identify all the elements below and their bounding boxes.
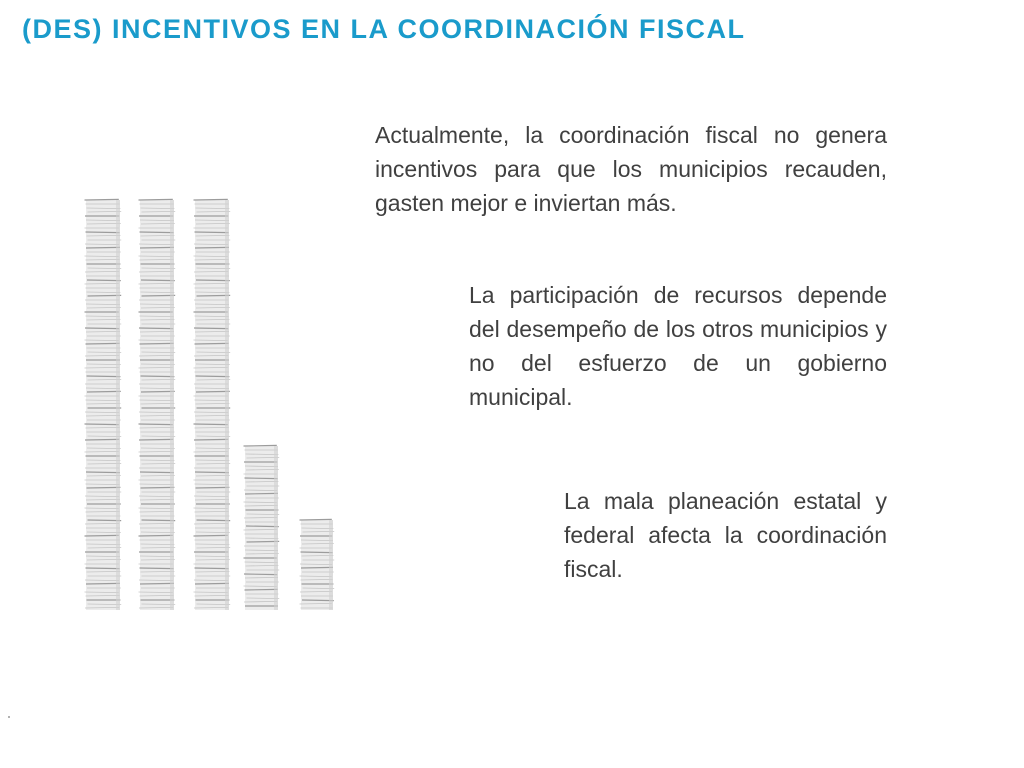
paper-sheet	[300, 519, 332, 520]
paper-sheet	[85, 439, 119, 440]
paper-sheet	[245, 589, 278, 590]
paragraph-planeacion: La mala planeación estatal y federal afecta la coordinación fiscal.	[564, 488, 887, 582]
paper-sheet	[87, 280, 121, 281]
paragraph-participacion: La participación de recursos depende del desempeño de los otros municipios y no del esfuerzo de un gobierno municipal.	[469, 282, 887, 410]
stack-body	[195, 200, 229, 610]
paper-stack-3	[194, 199, 231, 610]
paper-sheet	[85, 199, 119, 200]
paper-sheet	[86, 232, 120, 233]
paper-sheet	[196, 280, 230, 281]
paper-sheet	[141, 391, 175, 392]
paper-sheet	[141, 487, 175, 488]
paper-sheet	[86, 247, 120, 248]
paper-stack-2	[139, 199, 176, 610]
paper-sheet	[87, 376, 121, 377]
paper-sheet	[86, 568, 120, 569]
paper-sheet	[141, 280, 175, 281]
paper-sheet	[86, 583, 120, 584]
paper-sheet	[139, 199, 173, 200]
paper-stack-5	[300, 519, 335, 610]
paper-sheet	[195, 232, 229, 233]
footer-dot	[8, 716, 10, 718]
paper-sheet	[85, 328, 119, 329]
stack-body	[140, 200, 174, 610]
paper-sheet	[139, 535, 173, 536]
paper-sheet	[86, 343, 120, 344]
paper-sheet	[244, 445, 277, 446]
stack-shadow	[116, 200, 120, 610]
paper-sheet	[140, 472, 174, 473]
slide-title: (DES) INCENTIVOS EN LA COORDINACIÓN FISCAL	[22, 14, 746, 44]
paper-sheet	[244, 574, 277, 575]
paper-sheet	[139, 424, 173, 425]
paper-sheet	[196, 391, 230, 392]
paper-sheet	[196, 376, 230, 377]
paper-stacks-illustration	[76, 186, 356, 616]
paper-sheet	[140, 343, 174, 344]
paper-sheet	[87, 391, 121, 392]
stack-body	[301, 520, 333, 610]
paper-sheet	[195, 583, 229, 584]
stack-body	[245, 446, 278, 610]
paper-sheet	[194, 535, 228, 536]
paper-sheet	[140, 568, 174, 569]
paper-sheet	[140, 232, 174, 233]
paragraph-incentivos: Actualmente, la coordinación fiscal no genera incentivos para que los municipios recauden, gasten mejor e inviertan más.	[375, 122, 887, 216]
paper-sheet	[87, 487, 121, 488]
paper-sheet	[194, 439, 228, 440]
paper-sheet	[141, 376, 175, 377]
paper-sheet	[301, 567, 333, 568]
paper-sheet	[195, 343, 229, 344]
paper-sheet	[195, 472, 229, 473]
paper-sheet	[194, 199, 228, 200]
stack-shadow	[170, 200, 174, 610]
paper-sheet	[86, 472, 120, 473]
stack-shadow	[329, 520, 333, 610]
paper-sheet	[246, 526, 279, 527]
paper-sheet	[196, 487, 230, 488]
paper-sheet	[139, 439, 173, 440]
paper-sheet	[195, 568, 229, 569]
paper-stack-4	[244, 445, 280, 610]
paper-sheet	[85, 535, 119, 536]
paper-sheet	[195, 247, 229, 248]
paper-sheet	[140, 583, 174, 584]
paper-sheet	[245, 493, 278, 494]
stack-shadow	[225, 200, 229, 610]
paper-sheet	[140, 247, 174, 248]
paper-sheet	[301, 552, 333, 553]
paper-sheet	[194, 328, 228, 329]
paper-sheet	[85, 424, 119, 425]
paper-sheet	[245, 478, 278, 479]
paper-stack-1	[85, 199, 122, 610]
paper-sheet	[194, 424, 228, 425]
stack-shadow	[274, 446, 278, 610]
stack-body	[86, 200, 120, 610]
paper-sheet	[139, 328, 173, 329]
